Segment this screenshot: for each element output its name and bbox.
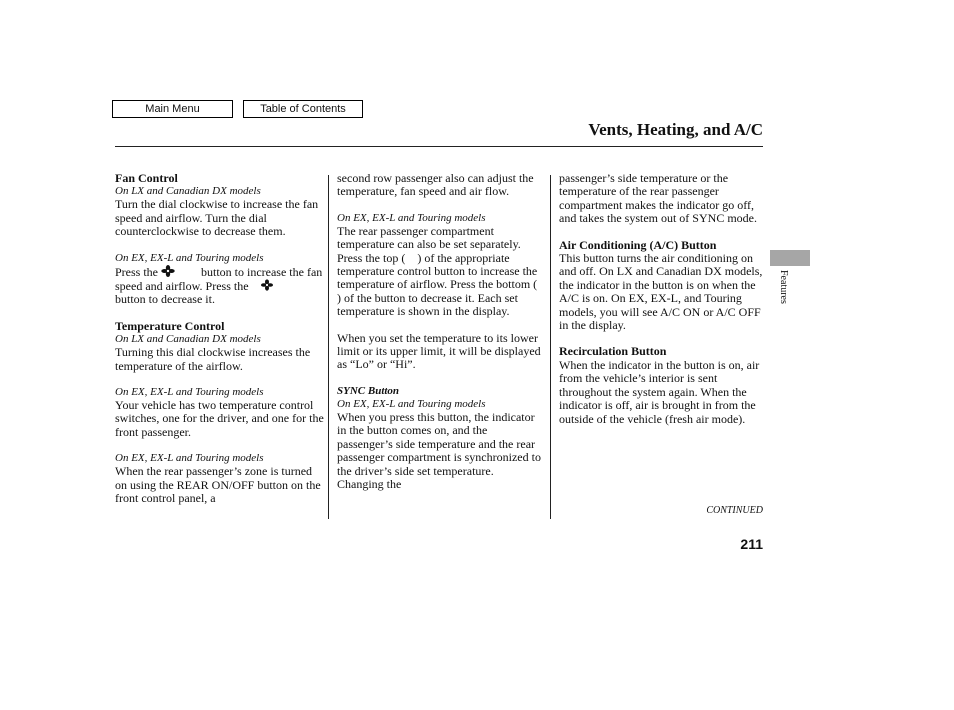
body-text: When the indicator in the button is on, air from the vehicle’s interior is sent throughout the system again. When the indicator is off, air is brought in from the outside of the vehicle (fresh air mode). <box>559 357 760 426</box>
column-divider <box>328 175 329 519</box>
page-number: 211 <box>740 536 763 552</box>
ac-button-heading: Air Conditioning (A/C) Button <box>559 237 717 252</box>
title-divider <box>115 146 763 147</box>
body-text: button to decrease it. <box>115 292 215 307</box>
sync-button-heading: SYNC Button <box>337 384 400 397</box>
column-3 <box>559 172 764 426</box>
fan-icon <box>161 265 175 277</box>
body-text: Press the <box>115 264 158 279</box>
model-note: On LX and Canadian DX models <box>115 185 261 198</box>
temperature-control-heading: Temperature Control <box>115 318 225 333</box>
model-note: On EX, EX-L and Touring models <box>115 251 264 264</box>
body-text: The rear passenger compartment temperature can also be set separately. Press the top ( ) of the appropriate temperature control button to increase the temperature of airflow. Press the bottom ( ) of the button to decrease it. Each set temperature is shown in the display. <box>337 223 550 319</box>
page-title: Vents, Heating, and A/C <box>588 120 763 139</box>
main-menu-button[interactable]: Main Menu <box>112 100 233 118</box>
body-text: When you press this button, the indicator in the button comes on, and the passenger’s side temperature and the rear passenger compartment is synchronized to the driver’s side set temperature. Changing the <box>337 409 541 491</box>
model-note: On LX and Canadian DX models <box>115 333 261 346</box>
column-1 <box>115 172 325 506</box>
model-note: On EX, EX-L and Touring models <box>115 386 264 399</box>
section-tab-label: Features <box>778 270 789 304</box>
body-text: Your vehicle has two temperature control switches, one for the driver, and one for the front passenger. <box>115 398 324 439</box>
body-text: second row passenger also can adjust the temperature, fan speed and air flow. <box>337 171 534 199</box>
body-text: When you set the temperature to its lower limit or its upper limit, it will be displayed as “Lo” or “Hi”. <box>337 330 541 372</box>
body-text: This button turns the air conditioning on and off. On LX and Canadian DX models, the indicator in the button is on when the A/C is on. On EX, EX-L, and Touring models, you will see A/C ON or A/C OFF in the display. <box>559 251 763 333</box>
body-text: Turn the dial clockwise to increase the fan speed and airflow. Turn the dial counterclockwise to decrease them. <box>115 197 319 239</box>
section-tab <box>770 250 810 266</box>
body-text: passenger’s side temperature or the temperature of the rear passenger compartment makes the indicator go off, and takes the system out of SYNC mode. <box>559 171 757 226</box>
model-note: On EX, EX-L and Touring models <box>337 211 486 224</box>
column-divider <box>550 175 551 519</box>
table-of-contents-button[interactable]: Table of Contents <box>243 100 363 118</box>
recirculation-button-heading: Recirculation Button <box>559 344 667 359</box>
fan-icon <box>260 279 274 291</box>
body-text: When the rear passenger’s zone is turned on using the REAR ON/OFF button on the front control panel, a <box>115 464 321 506</box>
column-2 <box>337 171 550 491</box>
fan-ex-paragraph <box>115 265 325 307</box>
model-note: On EX, EX-L and Touring models <box>115 452 264 465</box>
model-note: On EX, EX-L and Touring models <box>337 397 486 410</box>
continued-note: CONTINUED <box>706 505 763 516</box>
body-text: Turning this dial clockwise increases the temperature of the airflow. <box>115 345 311 373</box>
fan-control-heading: Fan Control <box>115 171 178 185</box>
body-text: button to increase the fan speed and airflow. Press the <box>115 264 323 294</box>
